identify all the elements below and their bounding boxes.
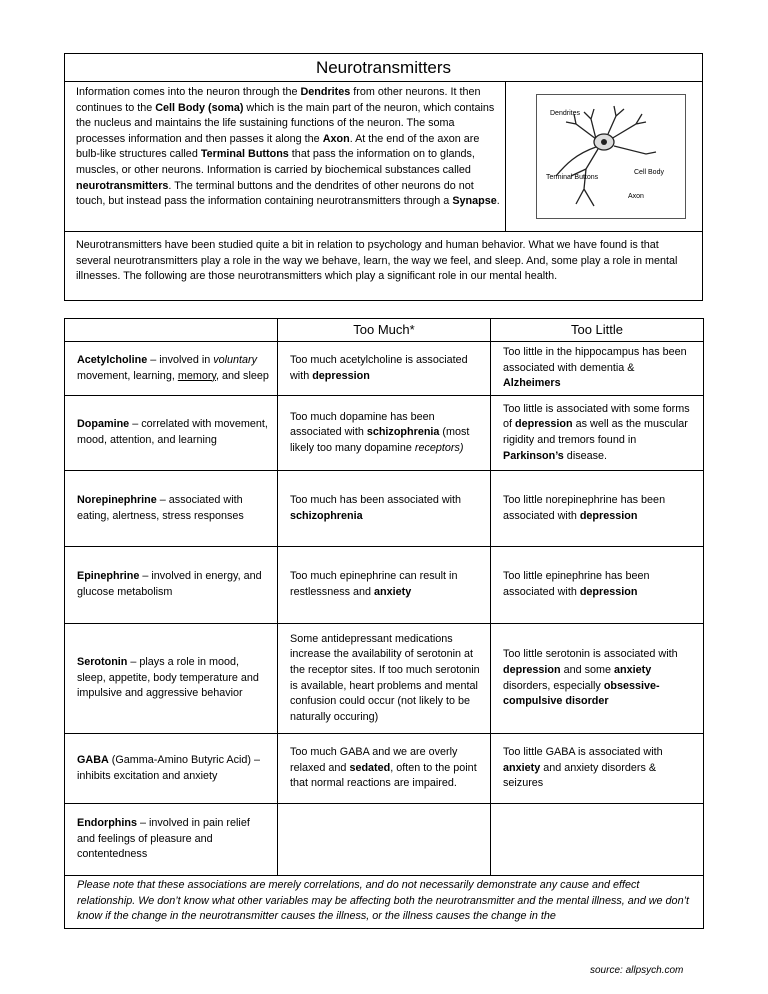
too-little-cell [491,471,704,547]
too-little-term: Parkinson’s [503,449,564,462]
too-much-text: Too much has been associated with [290,493,462,506]
term-dendrites: Dendrites [300,86,351,98]
too-much-text: Too much GABA and we are overly relaxed and [290,746,458,774]
intro-text-2: from other neurons. It then continues to the [76,86,481,114]
nt-name: Norepinephrine [77,493,157,506]
neuron-figure-cell [505,82,702,231]
nucleus-shape [601,139,607,145]
intro-text-1: Information comes into the neuron through the [76,86,301,98]
header-too-much: Too Much* [278,319,491,342]
too-much-cell: Some antidepressant medications increase the availability of serotonin at the receptor sites. If too much serotonin is available, heart problems and mental confusion could occur (not likely to be naturally occuring) [278,624,491,734]
too-little-cell [491,804,704,876]
too-much-cell [278,396,491,471]
too-much-text: (most likely too many dopamine [290,426,470,454]
table-row [65,342,704,396]
too-little-term: depression [503,663,561,676]
too-little-term: Alzheimers [503,377,561,390]
too-little-term: depression [579,509,638,522]
too-little-text: Too little is associated with some forms of [503,402,690,431]
nt-desc: – plays a role in mood, sleep, appetite, body temperature and impulsive and aggressive behavior [77,656,259,700]
too-much-cell [278,734,491,804]
too-little-text: and anxiety disorders & seizures [503,761,657,790]
nt-name: GABA [77,753,109,766]
nt-desc: – associated with eating, alertness, stress responses [77,493,244,522]
too-much-text: Too much epinephrine can result in restlessness and [290,570,458,598]
studied-paragraph: Neurotransmitters have been studied quite a bit in relation to psychology and human behavior. What we have found is that several neurotransmitters play a role in the way we behave, learn, the way we feel, and sleep. And, some play a role in mental illnesses. The following are those neurotransmitters which play a significant role in our mental health. [76,239,678,283]
neuron-diagram [536,94,686,219]
nt-cell [65,547,278,624]
nt-cell [65,471,278,547]
term-neurotransmitters: neurotransmitters [76,179,169,192]
intro-box [64,53,703,301]
nt-cell [65,734,278,804]
table-header-row [65,319,704,342]
table-row [65,471,704,547]
too-little-term: anxiety [503,761,541,774]
table-row [65,804,704,876]
note-row [65,876,704,929]
term-synapse: Synapse [452,195,497,208]
term-terminal-buttons: Terminal Buttons [200,148,289,161]
label-terminal-buttons: Terminal Buttons [546,174,599,181]
too-little-text: Too little norepinephrine has been associated with [503,493,666,522]
table-row [65,734,704,804]
label-cell-body: Cell Body [634,169,664,176]
intro-text-6: . The terminal buttons and the dendrites of other neurons do not touch, but instead pass the information containing neurotransmitters through a [76,179,474,208]
too-much-italic: receptors) [414,441,464,454]
table-row [65,547,704,624]
too-much-term: depression [312,369,370,382]
too-much-text: Too much dopamine has been associated with [290,410,435,439]
nt-desc: , and sleep [216,369,269,382]
nt-desc-italic: voluntary [213,353,258,366]
too-little-cell [491,342,704,396]
too-much-text: Too much acetylcholine is associated with [290,353,468,382]
nt-desc: – involved in [147,353,214,366]
too-little-cell [491,624,704,734]
too-little-text: Too little serotonin is associated with [503,648,678,661]
term-cell-body: Cell Body (soma) [155,101,244,114]
too-much-term: schizophrenia [290,509,363,522]
nt-name: Serotonin [77,656,128,669]
intro-row [65,82,702,232]
too-much-cell [278,471,491,547]
too-little-text: Too little in the hippocampus has been associated with dementia & [503,346,687,374]
too-much-text: , often to the point that normal reactions are impaired. [290,761,477,790]
too-little-text: as well as the muscular rigidity and tremors found in [503,418,688,446]
intro-paragraph [65,82,505,231]
label-dendrites: Dendrites [550,110,580,117]
nt-desc: movement, learning, [77,369,178,382]
nt-name: Dopamine [77,418,130,431]
too-little-text: Too little epinephrine has been associated with [503,570,650,598]
too-little-term: anxiety [614,663,652,676]
too-much-cell [278,804,491,876]
source-credit: source: allpsych.com [590,965,684,976]
too-little-term: obsessive-compulsive disorder [503,679,660,708]
too-little-cell [491,734,704,804]
too-little-cell [491,547,704,624]
table-row [65,624,704,734]
nt-cell [65,396,278,471]
nt-desc: – involved in energy, and glucose metabolism [77,570,262,598]
term-axon: Axon [322,132,350,145]
header-too-little: Too Little [491,319,704,342]
nt-desc: – correlated with movement, mood, attention, and learning [77,418,268,446]
too-little-text: and some [560,663,615,676]
too-little-text: disease. [563,449,608,462]
nt-desc-underline: memory [177,369,217,382]
too-little-term: depression [579,586,638,598]
disclaimer-note: Please note that these associations are merely correlations, and do not necessarily demonstrate any cause and effect relationship. We don’t know what other variables may be affecting both the neurotransmitter and the mental illness, and we don’t know if the change in the neurotransmitter causes the illness, or the illness causes the change in the [65,876,704,929]
nt-name: Endorphins [77,817,137,830]
too-much-cell [278,342,491,396]
nt-desc: (Gamma-Amino Butyric Acid) – inhibits excitation and anxiety [77,753,260,782]
too-much-term: anxiety [374,586,412,598]
table-row [65,396,704,471]
intro-text-7: . [496,195,500,208]
nt-cell [65,342,278,396]
too-little-text: Too little GABA is associated with [503,746,663,759]
header-blank [65,319,278,342]
nt-name: Acetylcholine [77,353,148,366]
label-axon: Axon [628,193,644,200]
too-much-term: schizophrenia [366,426,440,439]
too-little-text: disorders, especially [503,679,604,692]
page-title: Neurotransmitters [65,54,702,82]
nt-name: Epinephrine [77,570,140,583]
neurotransmitter-table [64,318,704,929]
nt-desc: – involved in pain relief and feelings of pleasure and contentedness [77,817,250,861]
intro-text-3: which is the main part of the neuron, which contains the nucleus and maintains the life sustaining functions of the neuron. The soma processes information and then passes it along the [76,101,495,145]
too-much-cell [278,547,491,624]
nt-cell [65,804,278,876]
too-much-term: sedated [349,761,391,774]
intro-text-4: . At the end of the axon are bulb-like structures called [76,132,480,161]
nt-cell [65,624,278,734]
too-little-term: depression [515,418,573,431]
intro-text-5: that pass the information on to glands, muscles, or other neurons. Information is carried by biochemical substances called [76,148,475,176]
too-little-cell [491,396,704,471]
